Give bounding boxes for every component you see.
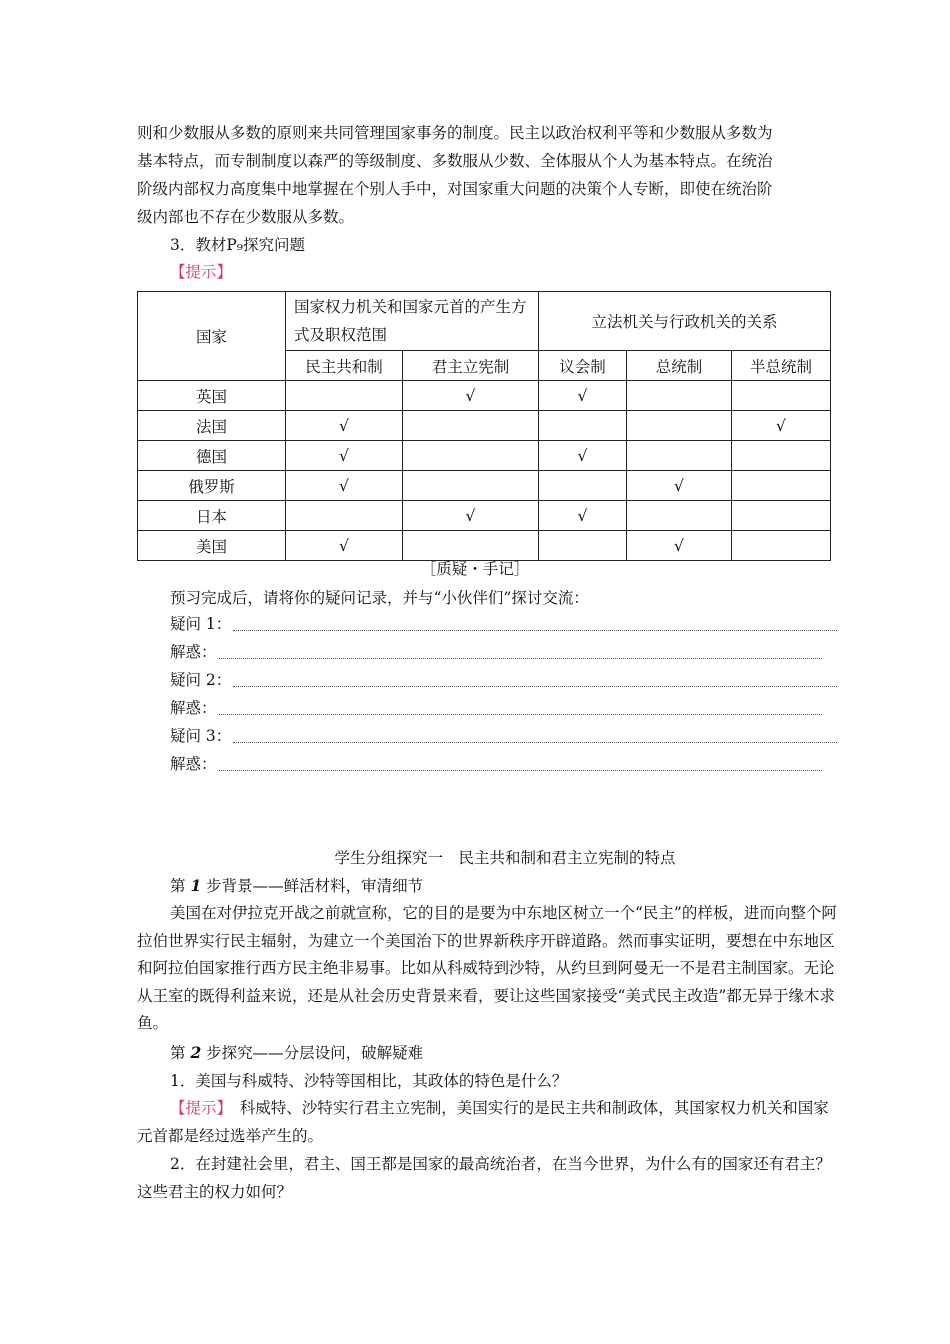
empty-cell bbox=[539, 411, 627, 441]
notes-title: ［质疑・手记］ bbox=[420, 560, 530, 578]
table-subheader: 半总统制 bbox=[732, 351, 831, 381]
country-cell: 英国 bbox=[138, 381, 286, 411]
note-row bbox=[170, 696, 822, 720]
empty-cell bbox=[286, 381, 403, 411]
empty-cell bbox=[732, 441, 831, 471]
question-1: 1．美国与科威特、沙特等国相比，其政体的特色是什么？ bbox=[170, 1072, 568, 1090]
intro-line: 阶级内部权力高度集中地掌握在个别人手中，对国家重大问题的决策个人专断，即使在统治阶 bbox=[137, 180, 773, 198]
step-2-heading: 第 2 步探究——分层设问，破解疑难 bbox=[170, 1043, 424, 1062]
check-mark-cell: √ bbox=[539, 441, 627, 471]
background-paragraph: 美国在对伊拉克开战之前就宣称，它的目的是要为中东地区树立一个“民主”的样板，进而向整个阿拉伯世界实行民主辐射，为建立一个美国治下的世界新秩序开辟道路。然而事实证明，要想在中东地区和阿拉伯国家推行西方民主绝非易事。比如从科威特到沙特，从约旦到阿曼无一不是君主制国家。无论从王室的既得利益来说，还是从社会历史背景来看，要让这些国家接受“美式民主改造”都无异于缘木求鱼。 bbox=[137, 904, 837, 1032]
note-row bbox=[170, 724, 837, 748]
country-cell: 俄罗斯 bbox=[138, 471, 286, 501]
check-mark-cell: √ bbox=[539, 381, 627, 411]
table-subheader: 议会制 bbox=[539, 351, 627, 381]
empty-cell bbox=[539, 471, 627, 501]
note-label: 解惑： bbox=[170, 643, 217, 661]
table-row bbox=[138, 411, 831, 441]
note-label: 疑问 1： bbox=[170, 615, 232, 633]
check-mark-cell: √ bbox=[539, 501, 627, 531]
table-subheader: 君主立宪制 bbox=[403, 351, 539, 381]
note-row bbox=[170, 752, 822, 776]
note-label: 疑问 3： bbox=[170, 727, 232, 745]
check-mark-cell: √ bbox=[286, 441, 403, 471]
note-label: 解惑： bbox=[170, 699, 217, 717]
empty-cell bbox=[403, 441, 539, 471]
check-mark-cell: √ bbox=[286, 411, 403, 441]
check-mark-cell: √ bbox=[403, 381, 539, 411]
empty-cell bbox=[286, 501, 403, 531]
table-corner-header: 国家 bbox=[138, 292, 286, 381]
table-row bbox=[138, 441, 831, 471]
empty-cell bbox=[403, 471, 539, 501]
note-input-line[interactable] bbox=[219, 770, 822, 771]
notes-prompt: 预习完成后，请将你的疑问记录，并与“小伙伴们”探讨交流： bbox=[170, 589, 589, 607]
step-1-heading: 第 1 步背景——鲜活材料，审清细节 bbox=[170, 876, 424, 895]
empty-cell bbox=[732, 531, 831, 561]
note-input-line[interactable] bbox=[233, 742, 837, 743]
intro-line: 则和少数服从多数的原则来共同管理国家事务的制度。民主以政治权利平等和少数服从多数为 bbox=[137, 124, 773, 142]
check-mark-cell: √ bbox=[627, 471, 732, 501]
table-subheader: 民主共和制 bbox=[286, 351, 403, 381]
empty-cell bbox=[403, 411, 539, 441]
country-cell: 法国 bbox=[138, 411, 286, 441]
country-cell: 日本 bbox=[138, 501, 286, 531]
note-input-line[interactable] bbox=[219, 714, 822, 715]
polity-table bbox=[137, 291, 831, 561]
note-label: 解惑： bbox=[170, 755, 217, 773]
country-cell: 美国 bbox=[138, 531, 286, 561]
intro-line: 级内部也不存在少数服从多数。 bbox=[137, 208, 355, 226]
check-mark-cell: √ bbox=[732, 411, 831, 441]
hint-label: 【提示】 bbox=[170, 1099, 225, 1117]
empty-cell bbox=[732, 381, 831, 411]
note-row bbox=[170, 612, 837, 636]
empty-cell bbox=[627, 381, 732, 411]
check-mark-cell: √ bbox=[403, 501, 539, 531]
intro-line: 基本特点，而专制制度以森严的等级制度、多数服从少数、全体服从个人为基本特点。在统治 bbox=[137, 152, 773, 170]
table-group-header: 立法机关与行政机关的关系 bbox=[539, 292, 831, 351]
question-2: 2．在封建社会里，君主、国王都是国家的最高统治者，在当今世界，为什么有的国家还有君主？这些君主的权力如何？ bbox=[137, 1155, 831, 1201]
empty-cell bbox=[403, 531, 539, 561]
table-row bbox=[138, 471, 831, 501]
note-input-line[interactable] bbox=[233, 630, 837, 631]
answer-1: 【提示】 科威特、沙特实行君主立宪制，美国实行的是民主共和制政体，其国家权力机关和国家元首都是经过选举产生的。 bbox=[137, 1099, 829, 1145]
empty-cell bbox=[732, 501, 831, 531]
table-group-header: 国家权力机关和国家元首的产生方式及职权范围 bbox=[286, 292, 539, 351]
empty-cell bbox=[732, 471, 831, 501]
section-title: 学生分组探究一 民主共和制和君主立宪制的特点 bbox=[334, 849, 676, 867]
check-mark-cell: √ bbox=[286, 471, 403, 501]
item-3-heading: 3．教材P₉探究问题 bbox=[170, 236, 306, 254]
check-mark-cell: √ bbox=[627, 531, 732, 561]
country-cell: 德国 bbox=[138, 441, 286, 471]
note-row bbox=[170, 640, 822, 664]
table-row bbox=[138, 501, 831, 531]
note-label: 疑问 2： bbox=[170, 671, 232, 689]
empty-cell bbox=[627, 411, 732, 441]
note-row bbox=[170, 668, 837, 692]
hint-label: 【提示】 bbox=[170, 263, 233, 281]
note-input-line[interactable] bbox=[219, 658, 822, 659]
table-subheader: 总统制 bbox=[627, 351, 732, 381]
table-row bbox=[138, 381, 831, 411]
table-body bbox=[138, 381, 831, 561]
empty-cell bbox=[539, 531, 627, 561]
empty-cell bbox=[627, 441, 732, 471]
check-mark-cell: √ bbox=[286, 531, 403, 561]
empty-cell bbox=[627, 501, 732, 531]
note-input-line[interactable] bbox=[233, 686, 837, 687]
table-row bbox=[138, 531, 831, 561]
